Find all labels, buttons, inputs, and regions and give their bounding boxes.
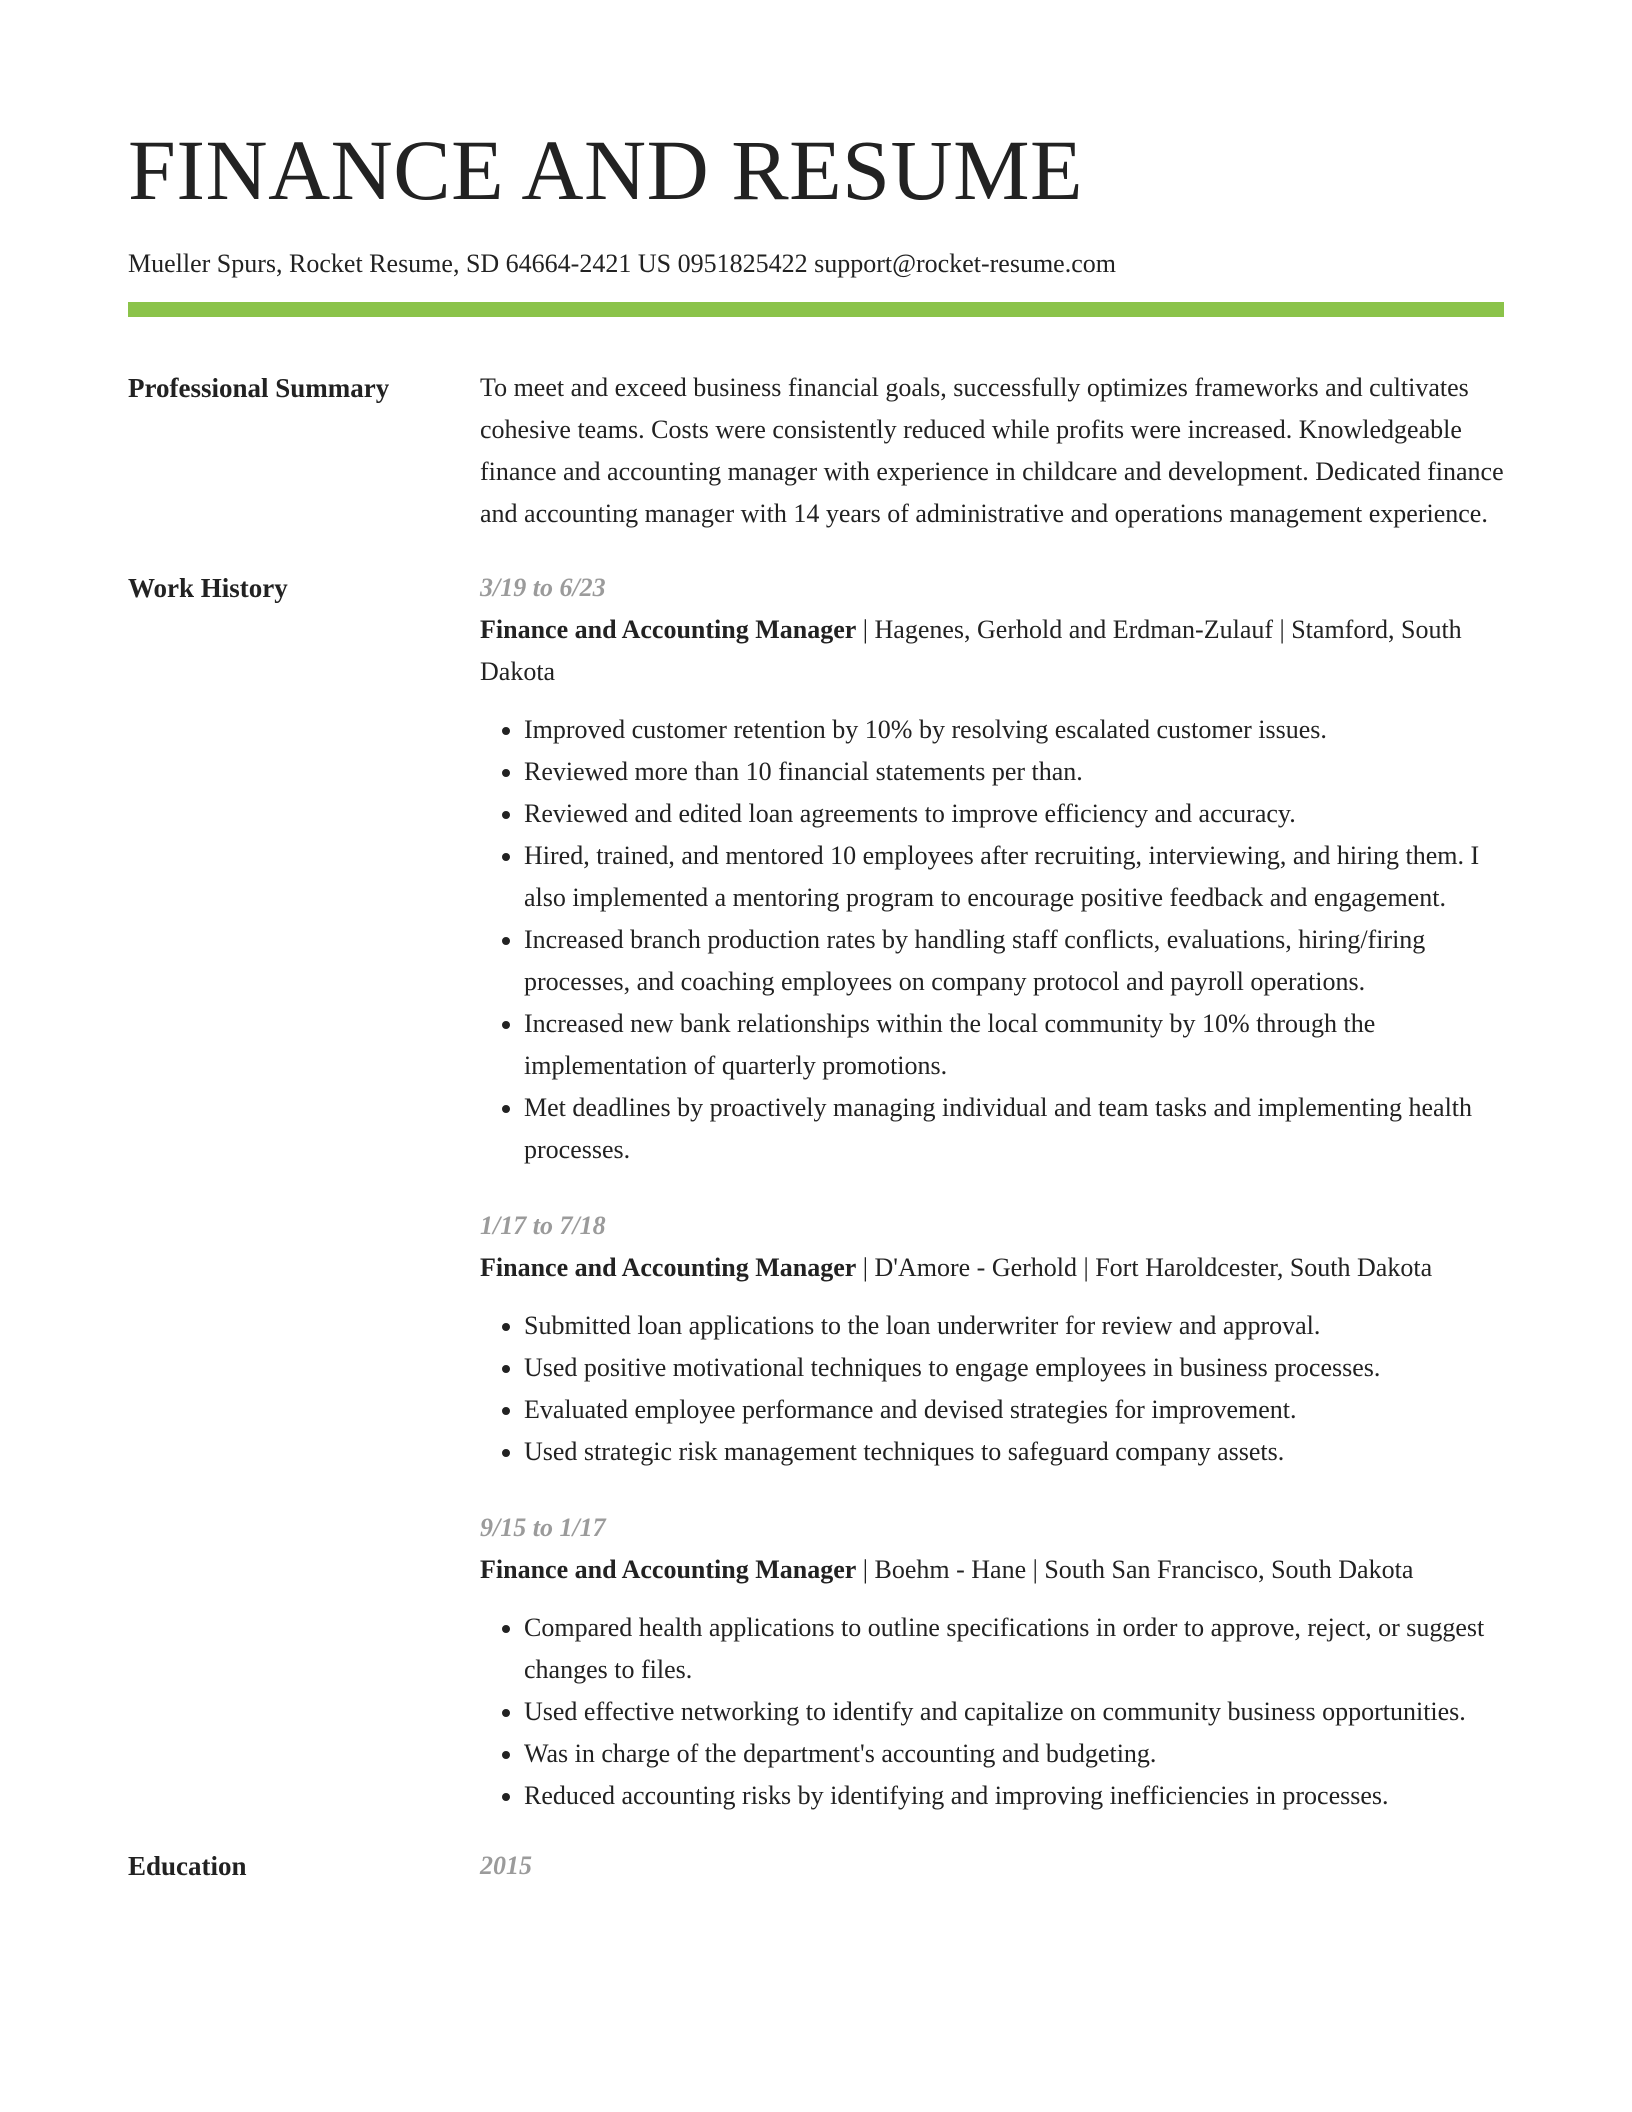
job-title-line	[480, 1549, 1504, 1591]
job-entry	[480, 1507, 1504, 1817]
job-entry	[480, 1205, 1504, 1473]
bullet-item: • Submitted loan applications to the loan underwriter for review and approval.	[524, 1305, 1504, 1347]
bullet-item: • Increased new bank relationships within the local community by 10% through the implementation of quarterly promotions.	[524, 1003, 1504, 1087]
bullet-item: • Reduced accounting risks by identifying and improving inefficiencies in processes.	[524, 1775, 1504, 1817]
job-dates: 1/17 to 7/18	[480, 1211, 606, 1240]
section-heading: Professional Summary	[128, 373, 390, 403]
job-employer-location: | Boehm - Hane | South San Francisco, South Dakota	[856, 1555, 1414, 1584]
bullet-item: • Met deadlines by proactively managing individual and team tasks and implementing health processes.	[524, 1087, 1504, 1171]
contact-line: Mueller Spurs, Rocket Resume, SD 64664-2421 US 0951825422 support@rocket-resume.com	[128, 249, 1116, 278]
job-title: Finance and Accounting Manager	[480, 1555, 857, 1584]
bullet-item: • Hired, trained, and mentored 10 employees after recruiting, interviewing, and hiring them. I also implemented a mentoring program to encourage positive feedback and engagement.	[524, 835, 1504, 919]
job-title-line	[480, 1247, 1504, 1289]
section-heading: Education	[128, 1851, 247, 1881]
job-entry	[480, 567, 1504, 1171]
job-dates: 3/19 to 6/23	[480, 573, 606, 602]
bullet-item: • Reviewed and edited loan agreements to improve efficiency and accuracy.	[524, 793, 1504, 835]
education-body	[480, 1845, 1504, 1887]
bullet-item: • Used effective networking to identify and capitalize on community business opportunities.	[524, 1691, 1504, 1733]
job-title: Finance and Accounting Manager	[480, 615, 857, 644]
bullet-item: • Compared health applications to outline specifications in order to approve, reject, or suggest changes to files.	[524, 1607, 1504, 1691]
job-dates: 9/15 to 1/17	[480, 1513, 606, 1542]
job-title: Finance and Accounting Manager	[480, 1253, 857, 1282]
bullet-item: • Evaluated employee performance and devised strategies for improvement.	[524, 1389, 1504, 1431]
job-list	[480, 567, 1504, 1817]
resume-name: FINANCE AND RESUME	[128, 122, 1084, 218]
job-bullets	[480, 1607, 1504, 1817]
bullet-item: • Improved customer retention by 10% by resolving escalated customer issues.	[524, 709, 1504, 751]
job-employer-location: | Hagenes, Gerhold and Erdman-Zulauf | Stamford, South Dakota	[480, 615, 1462, 686]
education-section	[128, 1845, 1504, 1887]
job-bullets	[480, 709, 1504, 1171]
bullet-item: • Used strategic risk management techniques to safeguard company assets.	[524, 1431, 1504, 1473]
education-dates: 2015	[480, 1851, 532, 1880]
bullet-item: • Was in charge of the department's accounting and budgeting.	[524, 1733, 1504, 1775]
job-employer-location: | D'Amore - Gerhold | Fort Haroldcester, South Dakota	[856, 1253, 1433, 1282]
summary-text: To meet and exceed business financial goals, successfully optimizes frameworks and cultivates cohesive teams. Costs were consistently reduced while profits were increased. Knowledgeable finance and accounting manager with experience in childcare and development. Dedicated finance and accounting manager with 14 years of administrative and operations management experience.	[480, 373, 1504, 528]
header-divider	[128, 302, 1504, 317]
bullet-item: • Reviewed more than 10 financial statements per than.	[524, 751, 1504, 793]
bullet-item: • Used positive motivational techniques to engage employees in business processes.	[524, 1347, 1504, 1389]
job-title-line	[480, 609, 1504, 693]
section-heading: Work History	[128, 573, 288, 603]
job-bullets	[480, 1305, 1504, 1473]
bullet-item: • Increased branch production rates by handling staff conflicts, evaluations, hiring/firing processes, and coaching employees on company protocol and payroll operations.	[524, 919, 1504, 1003]
summary-section	[128, 367, 1504, 535]
work-history-section	[128, 567, 1504, 1817]
